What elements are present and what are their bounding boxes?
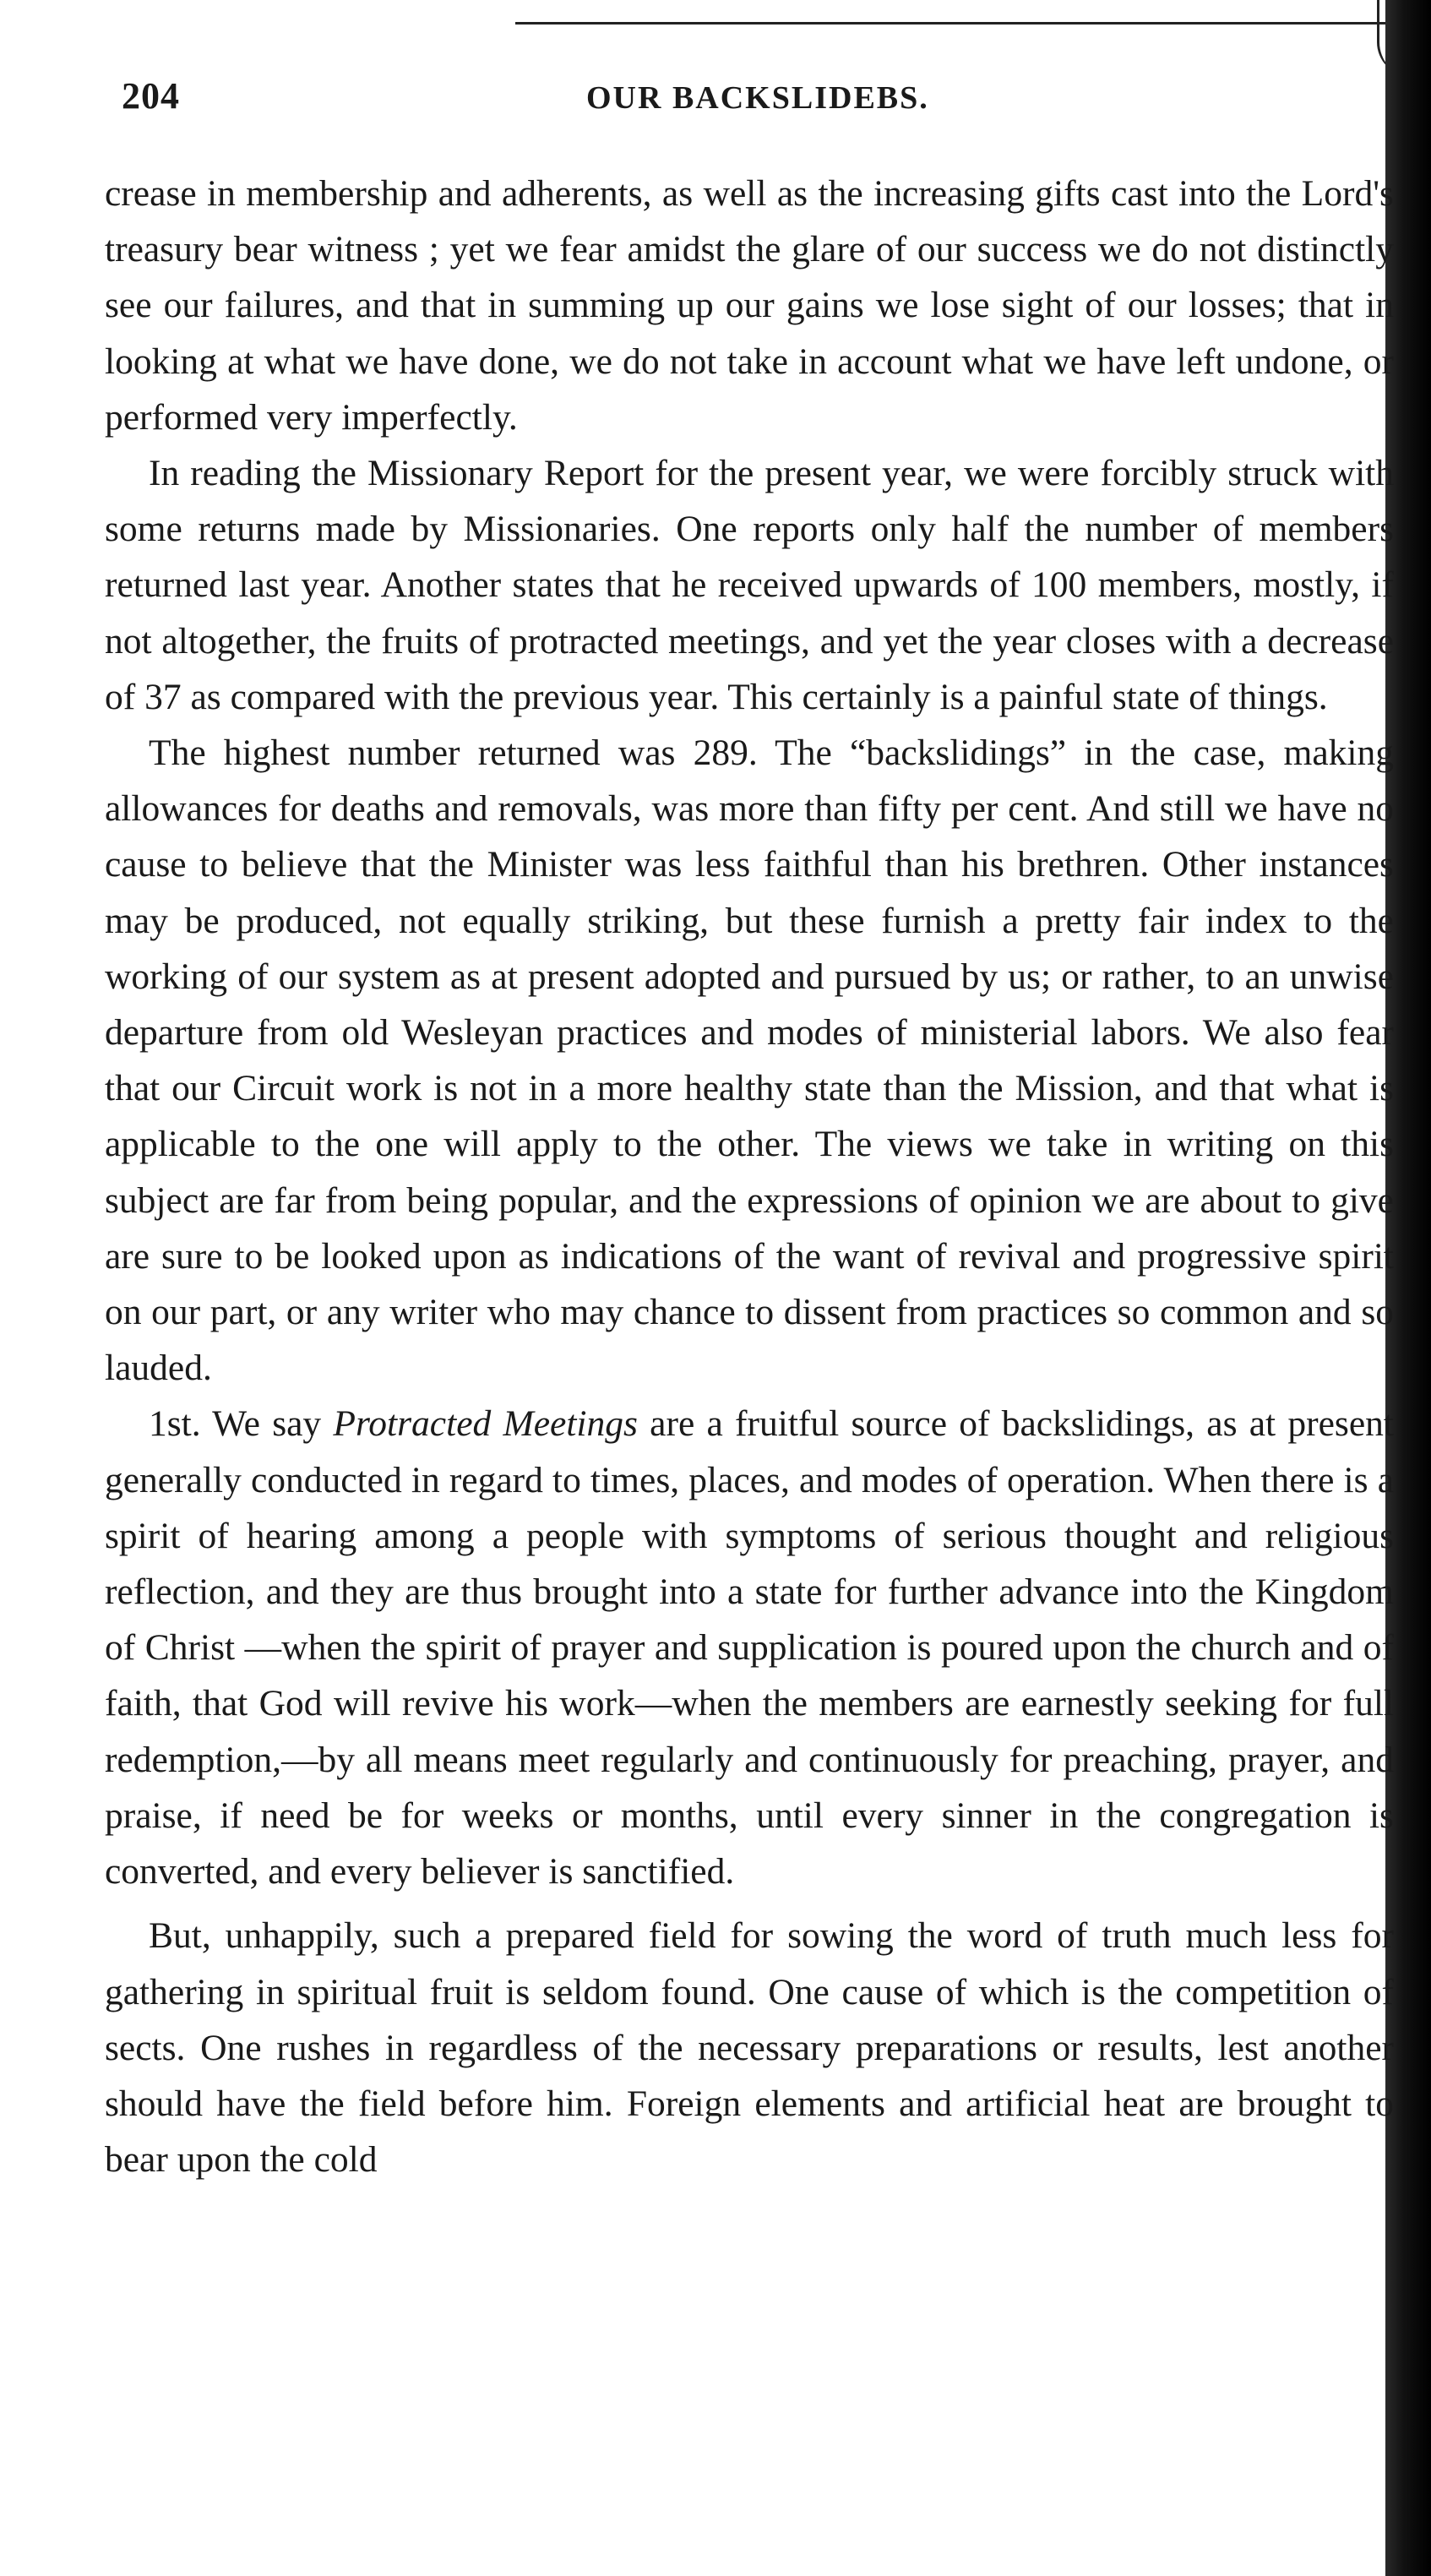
body-text	[105, 166, 1394, 2187]
paragraph-1: crease in membership and adherents, as well as the increasing gifts cast into the Lord's treasury bear witness ; yet we fear amidst the glare of our success we do not distinctly see our failures, and that in summing up our gains we lose sight of our losses; that in looking at what we have done, we do not take in account what we have left undone, or performed very imperfectly.	[105, 173, 1394, 438]
top-rule	[515, 22, 1385, 25]
protracted-meetings-emphasis: Protracted Meetings	[333, 1403, 638, 1445]
paragraph-4	[105, 1396, 1394, 1899]
paragraph-5: But, unhappily, such a prepared field for sowing the word of truth much less for gathering in spiritual fruit is seldom found. One cause of which is the competition of sects. One rushes in regardless of the necessary preparations or results, lest another should have the field before him. Foreign elements and artificial heat are brought to bear upon the cold	[105, 1915, 1394, 2181]
paragraph-3: The highest number returned was 289. The “backslidings” in the case, making allowances for deaths and removals, was more than fifty per cent. And still we have no cause to believe that the Minister was less faithful than his brethren. Other instances may be produced, not equally striking, but these furnish a pretty fair index to the working of our system as at present adopted and pursued by us; or rather, to an unwise departure from old Wesleyan practices and modes of ministerial labors. We also fear that our Circuit work is not in a more healthy state than the Mission, and that what is applicable to the one will apply to the other. The views we take in writing on this subject are far from being popular, and the expressions of opinion we are about to give are sure to be looked upon as indications of the want of revival and progressive spirit on our part, or any writer who may chance to dissent from practices so common and so lauded.	[105, 732, 1394, 1389]
running-title: OUR BACKSLIDEBS.	[586, 80, 929, 116]
paragraph-2: In reading the Missionary Report for the present year, we were forcibly struck with some returns made by Missionaries. One reports only half the number of members returned last year. Another states that he received upwards of 100 members, mostly, if not altogether, the fruits of protracted meetings, and yet the year closes with a decrease of 37 as compared with the previous year. This certainly is a painful state of things.	[105, 453, 1394, 717]
paragraph-4-lead: 1st. We say	[149, 1403, 334, 1445]
paragraph-4-rest: are a fruitful source of backslidings, as at present generally conducted in regard to times, places, and modes of operation. When there is a spirit of hearing among a people with symptoms of serious thought and religious reflection, and they are thus brought into a state for further advance into the Kingdom of Christ —when the spirit of prayer and supplication is poured upon the church and of faith, that God will revive his work—when the members are earnestly seeking for full redemption,—by all means meet regularly and continuously for preaching, prayer, and praise, if need be for weeks or months, until every sinner in the congregation is converted, and every believer is sanctified.	[105, 1403, 1394, 1893]
page-number: 204	[122, 75, 180, 117]
page-header	[0, 74, 1385, 133]
